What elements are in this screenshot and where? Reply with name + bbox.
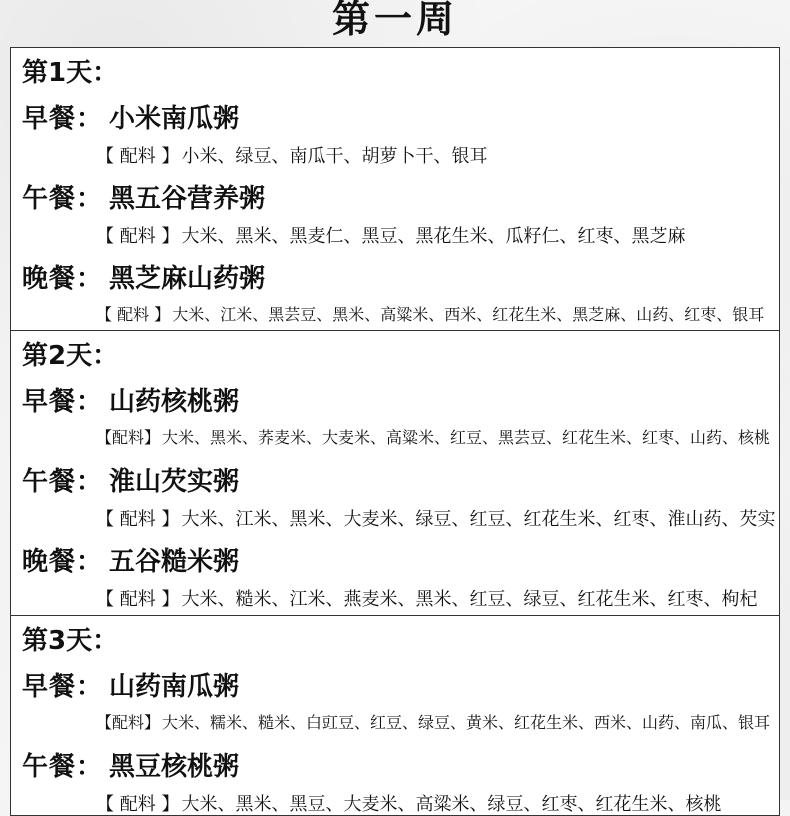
meal-row-breakfast — [22, 666, 239, 703]
ingredients-label: 【 配料 】 — [96, 146, 180, 167]
dish-name: 五谷糙米粥 — [109, 547, 240, 577]
day-section-2 — [10, 331, 780, 616]
meal-name: 午餐： — [22, 184, 104, 214]
ingredients-label: 【配料】 — [96, 713, 161, 732]
ingredients-label: 【 配料 】 — [96, 589, 180, 610]
ingredients-label: 【 配料 】 — [96, 509, 180, 530]
meal-row-lunch — [22, 746, 239, 783]
day-title: 第3天： — [22, 626, 119, 656]
meal-row-dinner — [22, 258, 265, 295]
meal-row-dinner — [22, 541, 239, 578]
meal-name: 晚餐： — [22, 547, 104, 577]
day-title: 第2天： — [22, 341, 119, 371]
meal-row-breakfast — [22, 98, 239, 135]
dish-name: 山药南瓜粥 — [109, 672, 240, 702]
day-section-1 — [10, 47, 780, 331]
meal-row-lunch — [22, 178, 265, 215]
meal-name: 午餐： — [22, 752, 104, 782]
ingredients-row — [96, 710, 770, 733]
ingredients-label: 【配料】 — [96, 428, 161, 447]
ingredients-list: 大米、江米、黑米、大麦米、绿豆、红豆、红花生米、红枣、淮山药、芡实 — [181, 509, 776, 530]
dish-name: 黑豆核桃粥 — [109, 752, 240, 782]
meal-name: 早餐： — [22, 104, 104, 134]
ingredients-label: 【 配料 】 — [96, 305, 171, 324]
meal-name: 午餐： — [22, 467, 104, 497]
meal-name: 晚餐： — [22, 264, 104, 294]
dish-name: 小米南瓜粥 — [109, 104, 240, 134]
meal-row-lunch — [22, 461, 239, 498]
meal-row-breakfast — [22, 381, 239, 418]
meal-name: 早餐： — [22, 672, 104, 702]
ingredients-label: 【 配料 】 — [96, 794, 180, 815]
ingredients-row — [96, 222, 685, 248]
dish-name: 黑五谷营养粥 — [109, 184, 266, 214]
ingredients-row — [96, 790, 721, 816]
ingredients-list: 大米、糙米、江米、燕麦米、黑米、红豆、绿豆、红花生米、红枣、枸杞 — [181, 589, 758, 610]
meal-plan — [10, 47, 780, 816]
page-title: 第一周 — [331, 0, 458, 41]
dish-name: 山药核桃粥 — [109, 387, 240, 417]
ingredients-list: 大米、黑米、黑麦仁、黑豆、黑花生米、瓜籽仁、红枣、黑芝麻 — [181, 226, 686, 247]
ingredients-list: 大米、黑米、荞麦米、大麦米、高粱米、红豆、黑芸豆、红花生米、红枣、山药、核桃 — [162, 428, 771, 447]
dish-name: 黑芝麻山药粥 — [109, 264, 266, 294]
meal-name: 早餐： — [22, 387, 104, 417]
ingredients-list: 小米、绿豆、南瓜干、胡萝卜干、银耳 — [181, 146, 488, 167]
ingredients-label: 【 配料 】 — [96, 226, 180, 247]
dish-name: 淮山芡实粥 — [109, 467, 240, 497]
day-section-3 — [10, 616, 780, 816]
ingredients-list: 大米、黑米、黑豆、大麦米、高粱米、绿豆、红枣、红花生米、核桃 — [181, 794, 722, 815]
ingredients-row — [96, 505, 775, 531]
ingredients-row — [96, 585, 757, 611]
ingredients-list: 大米、江米、黑芸豆、黑米、高粱米、西米、红花生米、黑芝麻、山药、红枣、银耳 — [172, 305, 765, 324]
day-title: 第1天： — [22, 58, 119, 88]
ingredients-row — [96, 425, 770, 448]
ingredients-row — [96, 142, 487, 168]
ingredients-list: 大米、糯米、糙米、白豇豆、红豆、绿豆、黄米、红花生米、西米、山药、南瓜、银耳 — [162, 713, 771, 732]
ingredients-row — [96, 302, 764, 325]
